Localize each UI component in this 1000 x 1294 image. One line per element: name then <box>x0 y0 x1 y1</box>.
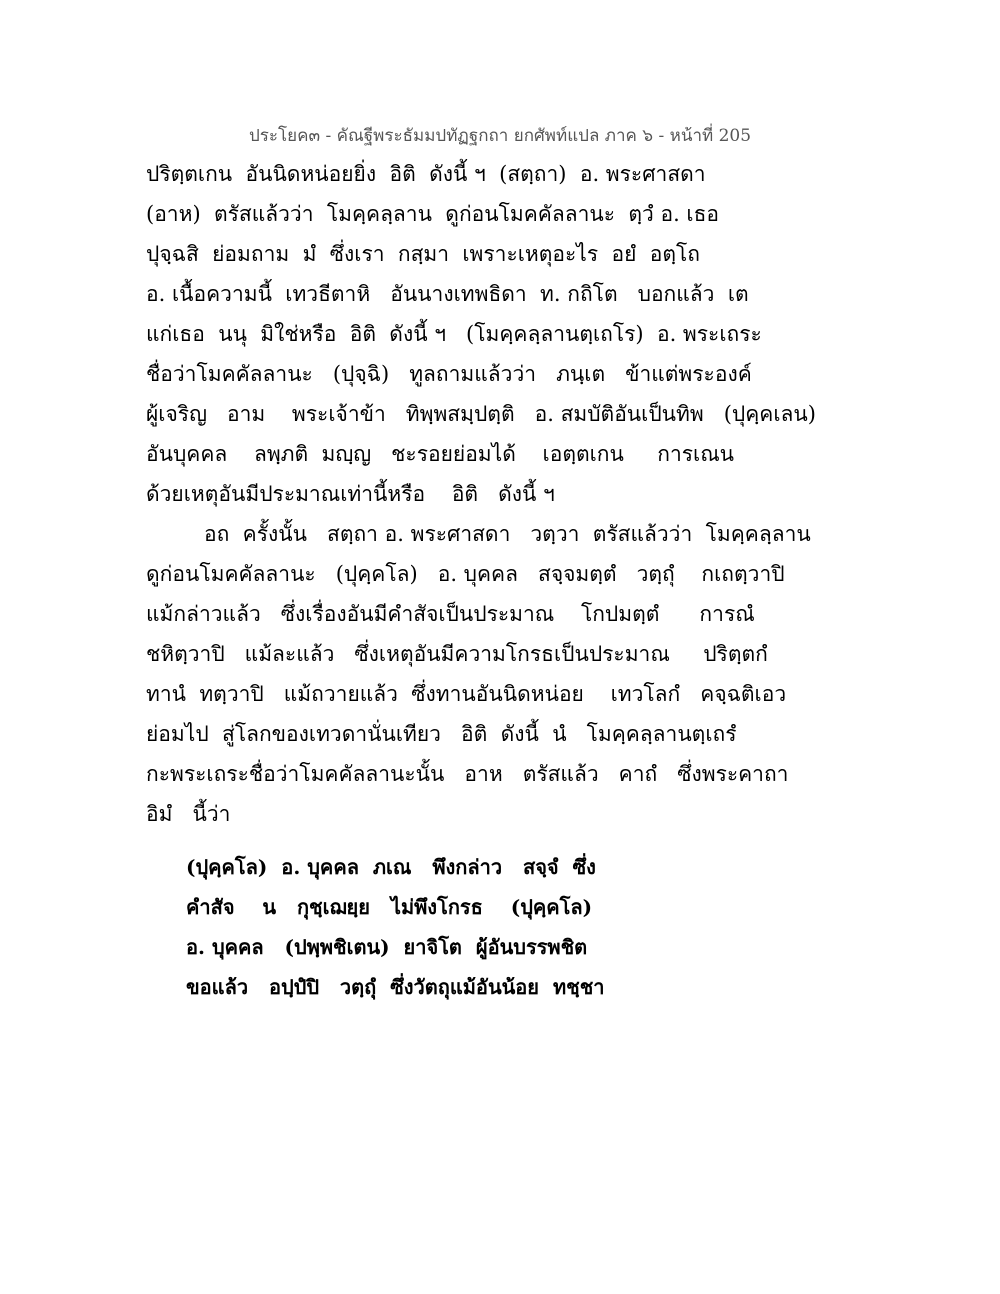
text-line: ด้วยเหตุอันมีประมาณเท่านี้หรือ อิติ ดังนี้ ฯ <box>146 482 555 506</box>
text-line: แม้กล่าวแล้ว ซึ่งเรื่องอันมีคำสัจเป็นประมาณ โกปมตฺตํ การณํ <box>146 602 755 626</box>
text-line: อิมํ นี้ว่า <box>146 802 231 826</box>
text-line: อันบุคคล ลพฺภติ มญฺญ ชะรอยย่อมได้ เอตฺตเกน การเณน <box>146 442 735 466</box>
text-line: ปุจฺฉสิ ย่อมถาม มํ ซึ่งเรา กสฺมา เพราะเหตุอะไร อยํ อตฺโถ <box>146 242 701 266</box>
text-line: ย่อมไป สู่โลกของเทวดานั่นเทียว อิติ ดังนี้ นํ โมคฺคลฺลานตฺเถรํ <box>146 722 737 746</box>
verse-line: คำสัจ น กุชฺเฌยฺย ไม่พึงโกรธ (ปุคฺคโล) <box>186 895 593 919</box>
text-line: ดูก่อนโมคคัลลานะ (ปุคฺคโล) อ. บุคคล สจฺจมตฺตํ วตฺถุํ กเถตฺวาปิ <box>146 562 785 586</box>
text-line: อถ ครั้งนั้น สตฺถา อ. พระศาสดา วตฺวา ตรัสแล้วว่า โมคฺคลฺลาน <box>204 522 811 546</box>
paragraph-1 <box>146 157 816 517</box>
body-text <box>146 157 816 1010</box>
text-line: ชื่อว่าโมคคัลลานะ (ปุจฺฉิ) ทูลถามแล้วว่า ภนฺเต ข้าแต่พระองค์ <box>146 362 752 386</box>
text-line: ชหิตฺวาปิ แม้ละแล้ว ซึ่งเหตุอันมีความโกรธเป็นประมาณ ปริตฺตกํ <box>146 642 768 666</box>
page-header: ประโยค๓ - คัณฐีพระธัมมปทัฏฐกถา ยกศัพท์แปล ภาค ๖ - หน้าที่ 205 <box>248 126 752 146</box>
text-line: ผู้เจริญ อาม พระเจ้าข้า ทิพฺพสมฺปตฺติ อ. สมบัติอันเป็นทิพ (ปุคฺคเลน) <box>146 402 816 426</box>
text-line: กะพระเถระชื่อว่าโมคคัลลานะนั้น อาห ตรัสแล้ว คาถํ ซึ่งพระคาถา <box>146 762 789 786</box>
paragraph-2 <box>146 517 811 837</box>
text-line: ทานํ ทตฺวาปิ แม้ถวายแล้ว ซึ่งทานอันนิดหน่อย เทวโลกํ คจฺฉติเอว <box>146 682 787 706</box>
verse-line: (ปุคฺคโล) อ. บุคคล ภเณ พึงกล่าว สจฺจํ ซึ่ง <box>186 855 596 879</box>
verse-block <box>146 850 746 1010</box>
text-line: (อาห) ตรัสแล้วว่า โมคฺคลฺลาน ดูก่อนโมคคัลลานะ ตฺวํ อ. เธอ <box>146 202 720 226</box>
text-line: อ. เนื้อความนี้ เทวธีตาหิ อันนางเทพธิดา ท. กถิโต บอกแล้ว เต <box>146 282 749 306</box>
verse-line: ขอแล้ว อปฺปํปิ วตฺถุํ ซึ่งวัตถุแม้อันน้อย ทชฺชา <box>186 975 605 999</box>
verse-line: อ. บุคคล (ปพฺพชิเตน) ยาจิโต ผู้อันบรรพชิต <box>186 935 588 959</box>
text-line: แก่เธอ นนุ มิใช่หรือ อิติ ดังนี้ ฯ (โมคฺคลฺลานตฺเถโร) อ. พระเถระ <box>146 322 762 346</box>
text-line: ปริตฺตเกน อันนิดหน่อยยิ่ง อิติ ดังนี้ ฯ (สตฺถา) อ. พระศาสดา <box>146 162 706 186</box>
